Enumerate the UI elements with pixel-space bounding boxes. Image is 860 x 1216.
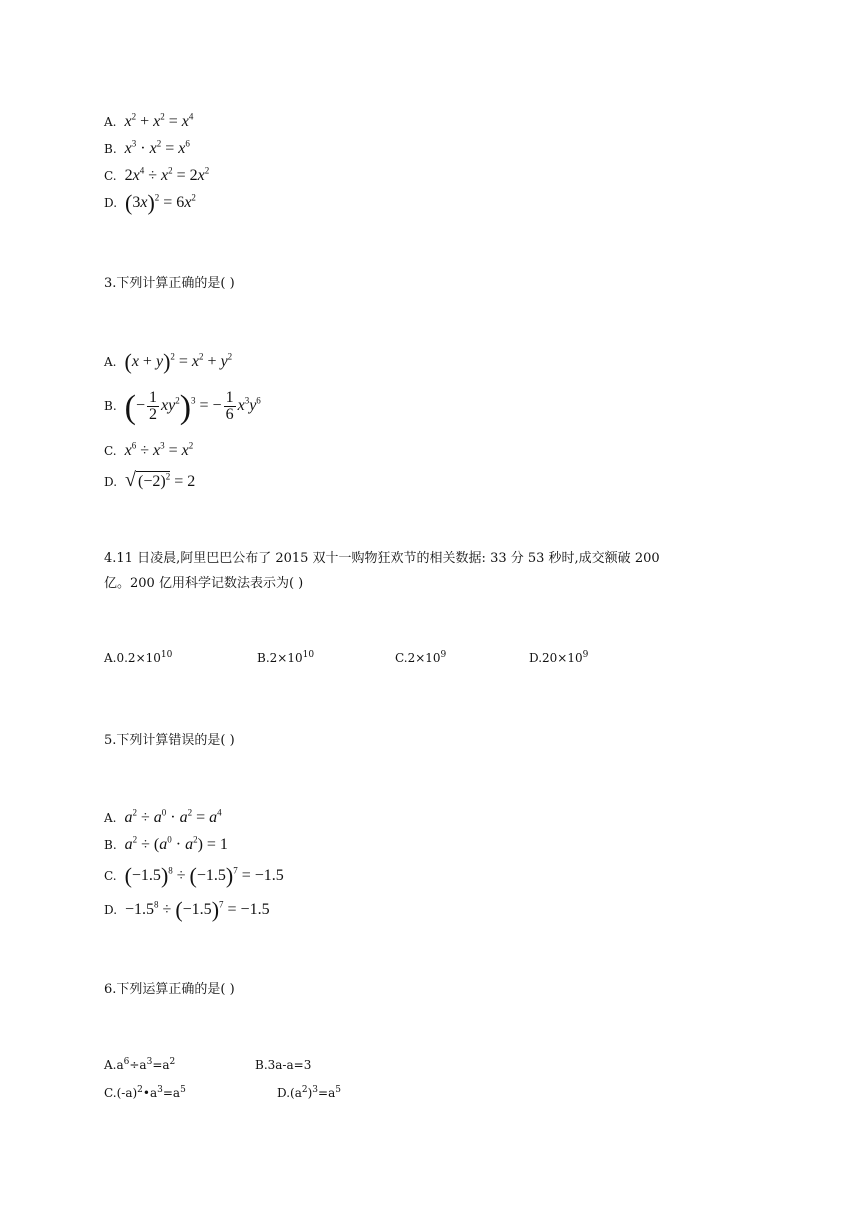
q2-option-d-expr: $(3x)^2 = 6x^2$ [125, 190, 196, 215]
q6-option-d: $D.(a^2)^3=a^5$ [277, 1085, 341, 1100]
q6-option-a: $A.a^6\div a^3=a^2$ [104, 1057, 176, 1072]
q2-option-c-expr: $2x^4 \div x^2 = 2x^2$ [124, 165, 210, 184]
q5-option-c: C. $(-1.5)^8 \div (-1.5)^7 = -1.5$ [104, 863, 284, 888]
q4-option-b: $B.2\times 10^{10}$ [257, 650, 315, 665]
q2-option-a-expr: $x^2 + x^2 = x^4$ [124, 111, 194, 130]
q5-option-b: B. $a^2 \div (a^0 \cdot a^2) = 1$ [104, 834, 228, 853]
q3-option-d: D. √ $(-2)^2 = 2$ [104, 469, 196, 491]
q2-option-b: B. $x^3 \cdot x^2 = x^6$ [104, 138, 190, 157]
q3-option-b: B. (− $\frac{1}{2}$ $xy^2)^3$ = − $\frac{1}{6}$ $x^3y^6$ [104, 388, 261, 426]
q5-option-d: D. $-1.5^8 \div (-1.5)^7 = -1.5$ [104, 897, 270, 922]
q2-option-d: D. $(3x)^2 = 6x^2$ [104, 190, 196, 215]
q4-option-d: $D.20\times 10^9$ [529, 650, 589, 665]
q4-option-a: $A.0.2\times 10^{10}$ [104, 650, 173, 665]
q6-option-c: $C.(-a)^2•a^3=a^5$ [104, 1085, 186, 1100]
q6-stem: 6.下列运算正确的是( ) [104, 982, 235, 997]
q6-option-b: B.3a-a=3 [255, 1058, 312, 1072]
q4-stem-line2: 亿。200 亿用科学记数法表示为( ) [104, 576, 304, 591]
q2-option-a: A. $x^2 + x^2 = x^4$ [104, 111, 194, 130]
q3-option-c: C. $x^6 \div x^3 = x^2$ [104, 440, 194, 459]
q3-stem: 3.下列计算正确的是( ) [104, 276, 235, 291]
q5-option-a: A. $a^2 \div a^0 \cdot a^2 = a^4$ [104, 807, 222, 826]
q4-option-c: $C.2\times 10^9$ [395, 650, 447, 665]
q4-stem-line1: 4.11 日凌晨,阿里巴巴公布了 2015 双十一购物狂欢节的相关数据: 33 分 53 秒时,成交额破 200 [104, 551, 660, 566]
q2-option-b-expr: $x^3 \cdot x^2 = x^6$ [124, 138, 190, 157]
q2-option-c: C. $2x^4 \div x^2 = 2x^2$ [104, 165, 210, 184]
q5-stem: 5.下列计算错误的是( ) [104, 733, 235, 748]
q3-option-a: A. $(x + y)^2 = x^2 + y^2$ [104, 349, 233, 374]
